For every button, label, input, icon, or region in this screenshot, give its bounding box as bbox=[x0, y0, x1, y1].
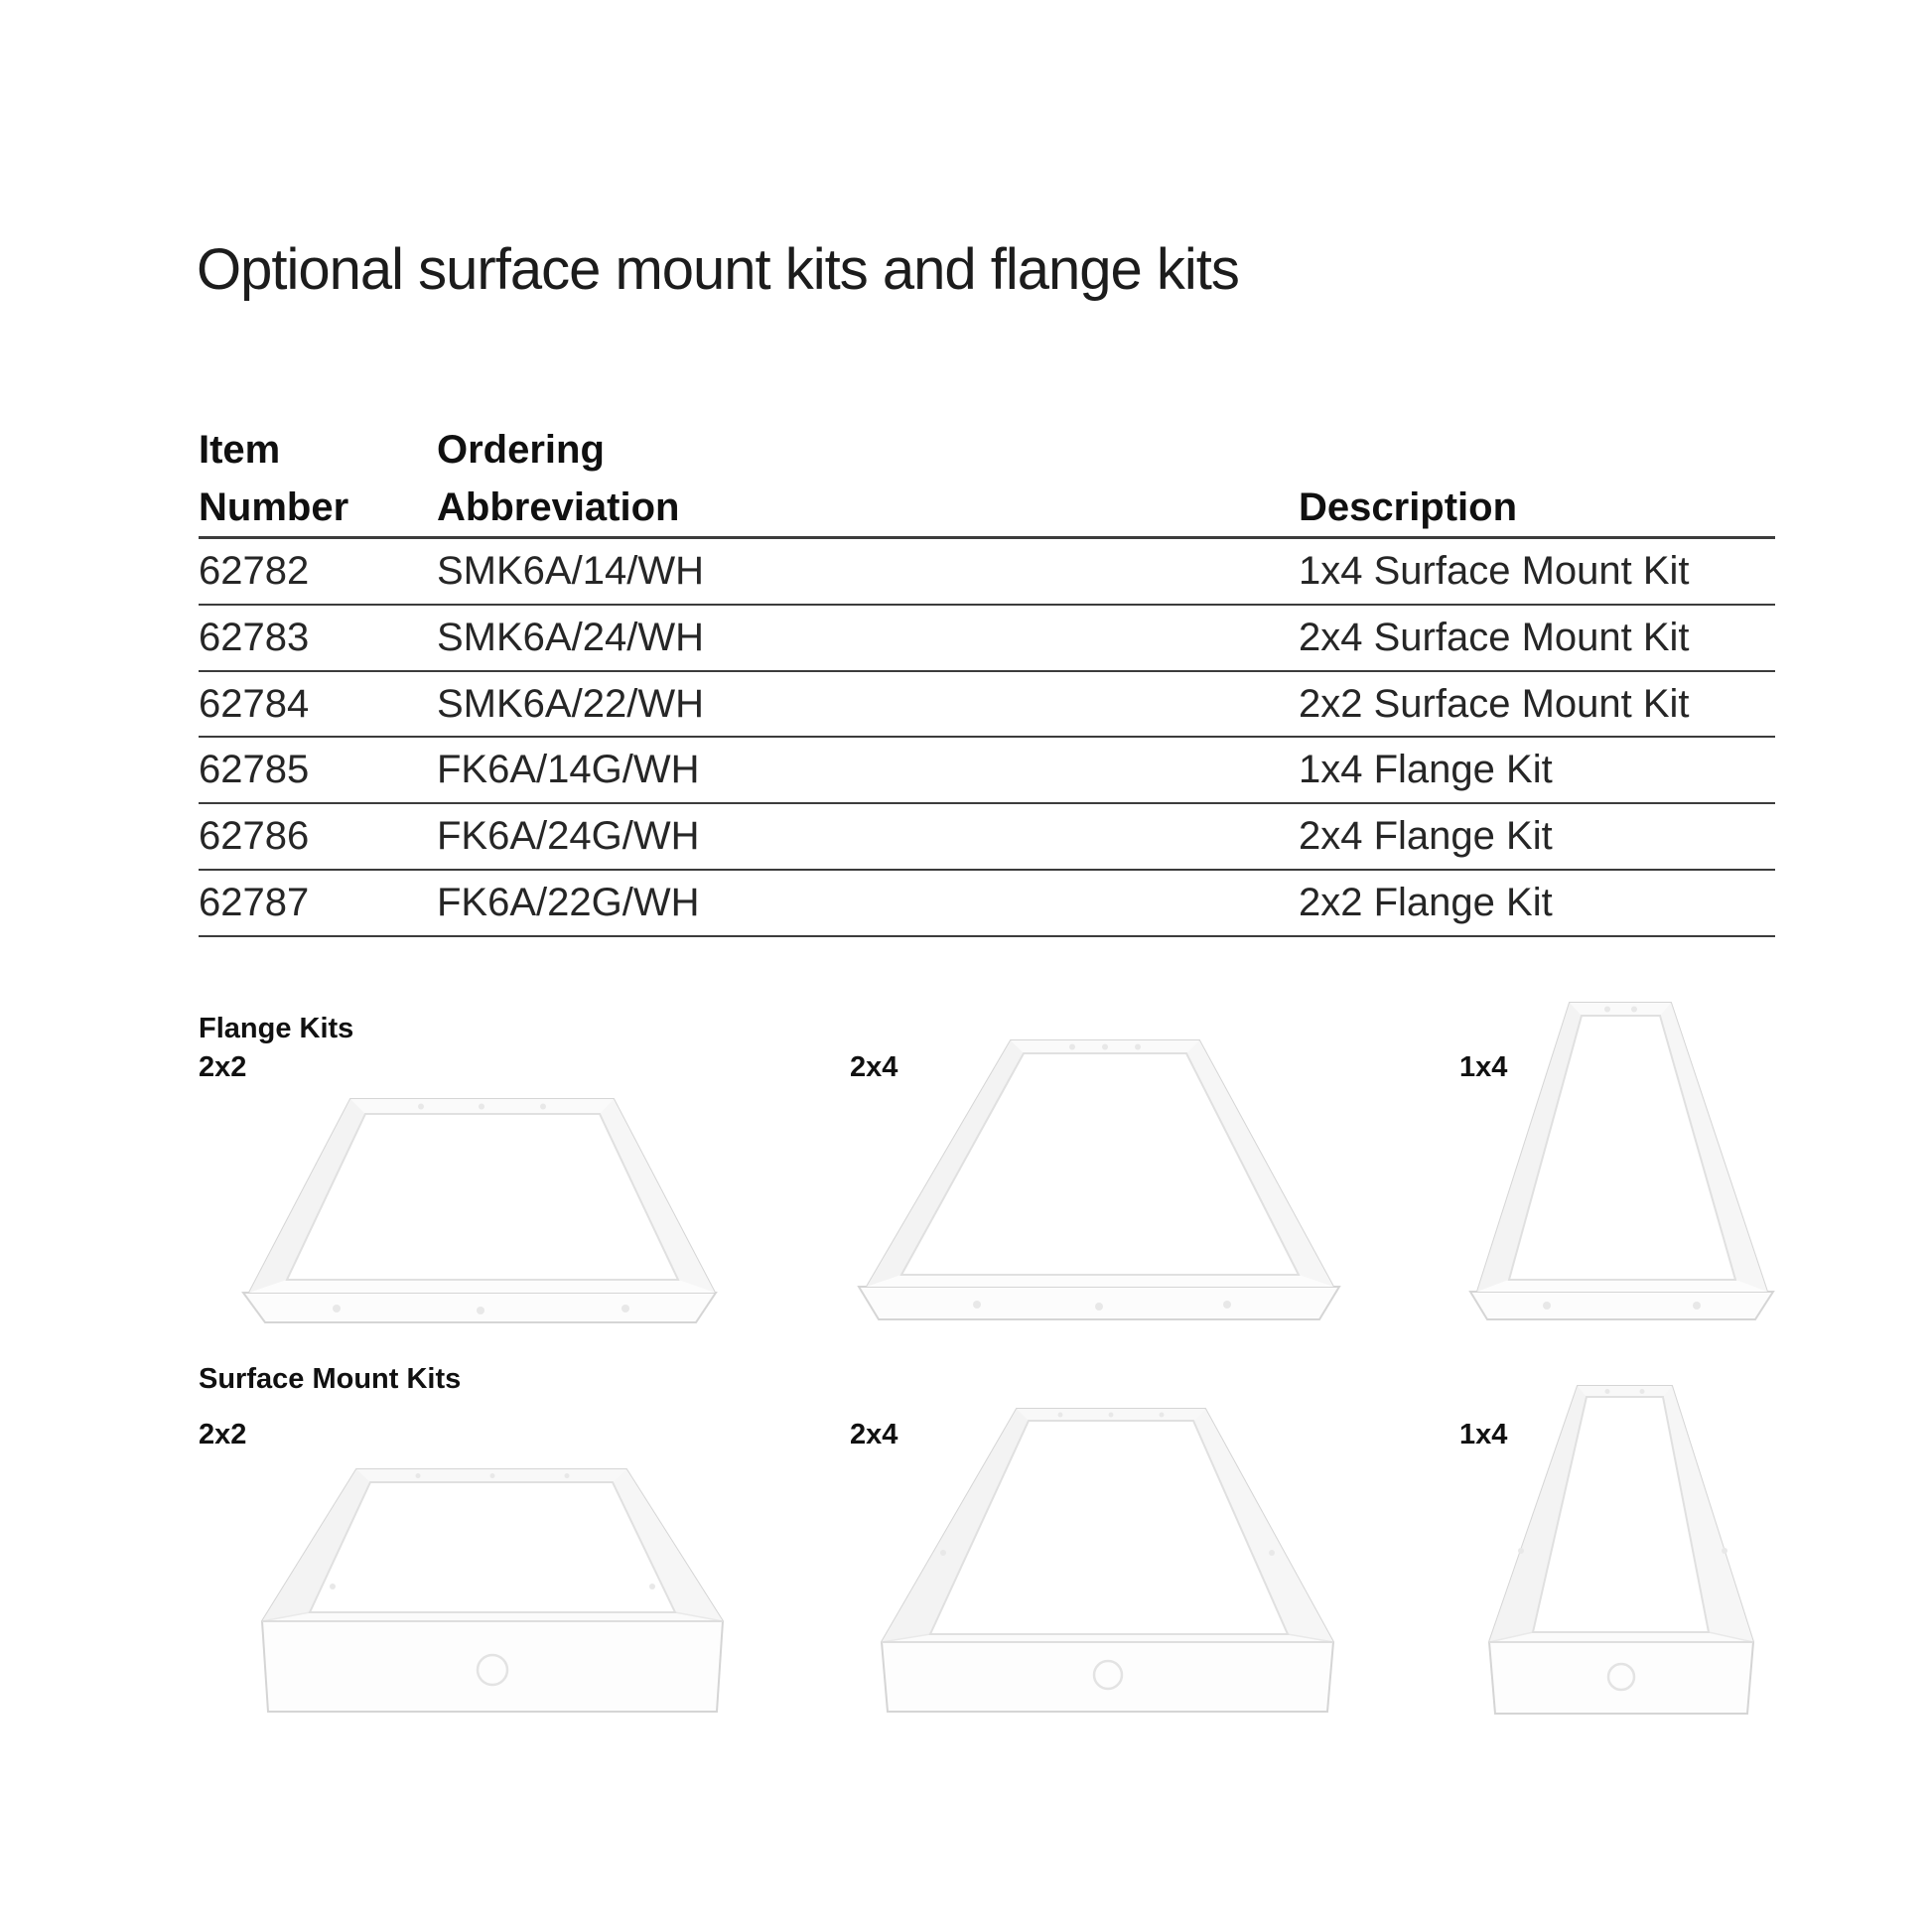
ordering-abbreviation-cell: SMK6A/14/WH bbox=[437, 549, 704, 593]
flange-kit-2x2-label: 2x2 bbox=[199, 1051, 247, 1083]
description-cell: 2x4 Flange Kit bbox=[1299, 814, 1553, 859]
flange-kit-1x4-image bbox=[1465, 997, 1778, 1329]
table-header-row bbox=[199, 421, 1775, 539]
item-number-cell: 62783 bbox=[199, 615, 310, 659]
header-line: Number bbox=[199, 485, 349, 529]
flange-kit-1x4-label: 1x4 bbox=[1459, 1051, 1508, 1083]
header-description bbox=[1299, 421, 1775, 536]
table-row bbox=[199, 672, 1775, 739]
description-cell: 1x4 Surface Mount Kit bbox=[1299, 549, 1690, 593]
ordering-abbreviation-cell: SMK6A/24/WH bbox=[437, 615, 704, 659]
table-row bbox=[199, 804, 1775, 871]
header-line: Ordering bbox=[437, 428, 605, 472]
table-row bbox=[199, 606, 1775, 672]
surface-mount-kit-2x4-image bbox=[872, 1404, 1343, 1714]
header-ordering-abbreviation bbox=[437, 421, 1299, 536]
page-title: Optional surface mount kits and flange kits bbox=[197, 237, 1239, 302]
ordering-abbreviation-cell: FK6A/22G/WH bbox=[437, 880, 700, 924]
header-line: Abbreviation bbox=[437, 485, 680, 529]
description-cell: 2x2 Flange Kit bbox=[1299, 880, 1553, 924]
kits-ordering-table bbox=[199, 421, 1775, 937]
description-cell: 2x2 Surface Mount Kit bbox=[1299, 681, 1690, 726]
flange-kit-2x2-image bbox=[241, 1087, 718, 1340]
surface-mount-kit-2x4-label: 2x4 bbox=[850, 1419, 898, 1450]
item-number-cell: 62785 bbox=[199, 748, 310, 792]
surface-mount-kit-2x2-label: 2x2 bbox=[199, 1419, 247, 1450]
flange-kit-2x4-image bbox=[847, 1031, 1348, 1328]
flange-kits-heading: Flange Kits bbox=[199, 1013, 354, 1044]
ordering-abbreviation-cell: FK6A/14G/WH bbox=[437, 748, 700, 792]
item-number-cell: 62787 bbox=[199, 880, 310, 924]
description-cell: 1x4 Flange Kit bbox=[1299, 748, 1553, 792]
table-row bbox=[199, 738, 1775, 804]
table-row bbox=[199, 539, 1775, 606]
item-number-cell: 62782 bbox=[199, 549, 310, 593]
item-number-cell: 62784 bbox=[199, 681, 310, 726]
flange-kit-2x4-label: 2x4 bbox=[850, 1051, 898, 1083]
surface-mount-kit-1x4-image bbox=[1483, 1382, 1759, 1718]
header-line: Item bbox=[199, 428, 281, 472]
header-line: Description bbox=[1299, 485, 1518, 529]
ordering-abbreviation-cell: SMK6A/22/WH bbox=[437, 681, 704, 726]
description-cell: 2x4 Surface Mount Kit bbox=[1299, 615, 1690, 659]
surface-mount-kit-2x2-image bbox=[254, 1465, 731, 1716]
surface-mount-kits-heading: Surface Mount Kits bbox=[199, 1363, 462, 1395]
header-item-number bbox=[199, 421, 437, 536]
ordering-abbreviation-cell: FK6A/24G/WH bbox=[437, 814, 700, 859]
table-row bbox=[199, 871, 1775, 937]
item-number-cell: 62786 bbox=[199, 814, 310, 859]
surface-mount-kit-1x4-label: 1x4 bbox=[1459, 1419, 1508, 1450]
